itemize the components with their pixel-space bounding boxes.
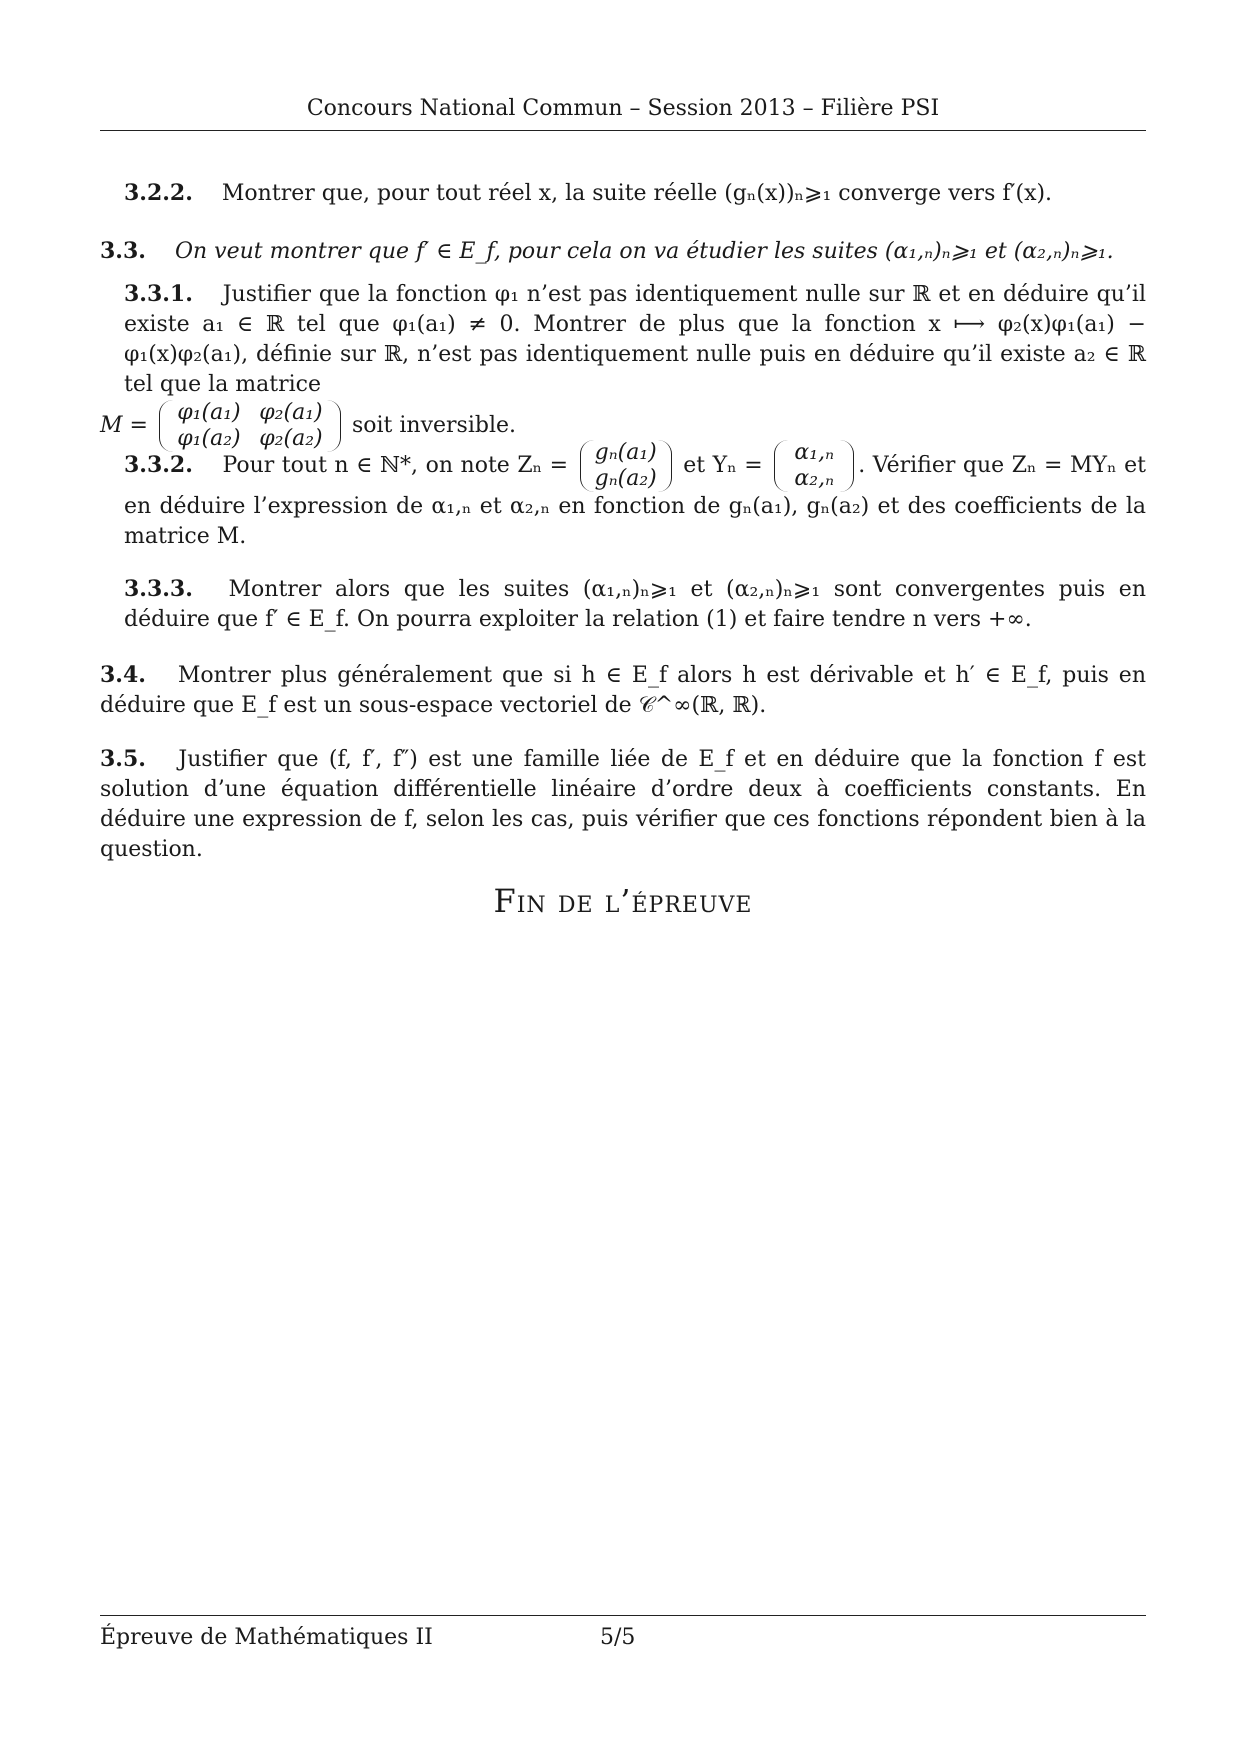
matrix-cell: φ₂(a₂) — [259, 426, 323, 451]
footer-rule — [100, 1615, 1146, 1616]
question-3-3-2 — [100, 440, 1146, 552]
question-number: 3.3.3. — [124, 576, 193, 602]
question-text: Montrer que, pour tout réel x, la suite réelle (gₙ(x))ₙ⩾₁ converge vers f′(x). — [221, 181, 1053, 206]
question-number: 3.4. — [100, 662, 146, 688]
matrix-cell: φ₁(a₂) — [177, 426, 241, 451]
question-number: 3.2.2. — [124, 180, 193, 206]
page-header: Concours National Commun – Session 2013 – Filière PSI — [306, 96, 940, 121]
question-number: 3.3. — [100, 238, 146, 264]
end-of-exam-title: Fin de l’épreuve — [493, 882, 753, 920]
question-text-start: Pour tout n ∈ ℕ*, on note Zₙ = — [222, 453, 569, 478]
question-text: Montrer alors que les suites (α₁,ₙ)ₙ⩾₁ et (α₂,ₙ)ₙ⩾₁ sont convergentes puis en déduire que f′ ∈ E_f. On pourra exploiter la relation (1) et faire tendre n vers +∞. — [124, 577, 1146, 632]
question-3-5 — [100, 744, 1146, 865]
vector-cell: α₂,ₙ — [794, 466, 835, 491]
question-3-2-2 — [100, 178, 1052, 209]
question-number: 3.3.1. — [124, 281, 193, 307]
vector-y — [774, 440, 854, 492]
question-3-3-3 — [100, 574, 1146, 635]
vector-cell: α₁,ₙ — [794, 440, 835, 465]
vector-cell: gₙ(a₂) — [594, 466, 657, 491]
question-number: 3.5. — [100, 746, 146, 772]
footer-subject: Épreuve de Mathématiques II — [100, 1625, 433, 1650]
question-3-4 — [100, 660, 1146, 721]
question-3-3-1 — [100, 279, 1146, 452]
matrix-cell: φ₂(a₁) — [259, 400, 323, 425]
vector-cell: gₙ(a₁) — [594, 440, 657, 465]
matrix-cell: φ₁(a₁) — [177, 400, 241, 425]
vector-z — [580, 440, 672, 492]
question-text: Justifier que la fonction φ₁ n’est pas identiquement nulle sur ℝ et en déduire qu’il existe a₁ ∈ ℝ tel que φ₁(a₁) ≠ 0. Montrer de plus que la fonction x ⟼ φ₂(x)φ₁(a₁) − φ₁(x)φ₂(a₁), définie sur ℝ, n’est pas identiquement nulle puis en déduire qu’il existe a₂ ∈ ℝ tel que la matrice — [124, 282, 1147, 397]
header-rule — [100, 130, 1146, 131]
question-text-end: soit inversible. — [351, 413, 516, 438]
question-text-mid: et Yₙ = — [683, 453, 763, 478]
question-text: Montrer plus généralement que si h ∈ E_f alors h est dérivable et h′ ∈ E_f, puis en déduire que E_f est un sous-espace vectoriel de 𝒞^∞(ℝ, ℝ). — [100, 663, 1146, 718]
page-number: 5/5 — [600, 1625, 636, 1650]
question-text: Justifier que (f, f′, f″) est une famille liée de E_f et en déduire que la fonction f est solution d’une équation différentielle linéaire d’ordre deux à coefficients constants. En déduire une expression de f, selon les cas, puis vérifier que ces fonctions répondent bien à la question. — [100, 747, 1146, 862]
question-text: On veut montrer que f′ ∈ E_f, pour cela on va étudier les suites (α₁,ₙ)ₙ⩾₁ et (α₂,ₙ)ₙ⩾₁. — [174, 239, 1114, 264]
question-3-3 — [100, 236, 1114, 267]
question-text-end: . Vérifier que Zₙ = MYₙ et en déduire l’expression de α₁,ₙ et α₂,ₙ en fonction de gₙ(a₁), gₙ(a₂) et des coefficients de la matrice M. — [124, 453, 1146, 549]
question-number: 3.3.2. — [124, 452, 193, 478]
matrix-label: M = — [100, 413, 148, 438]
